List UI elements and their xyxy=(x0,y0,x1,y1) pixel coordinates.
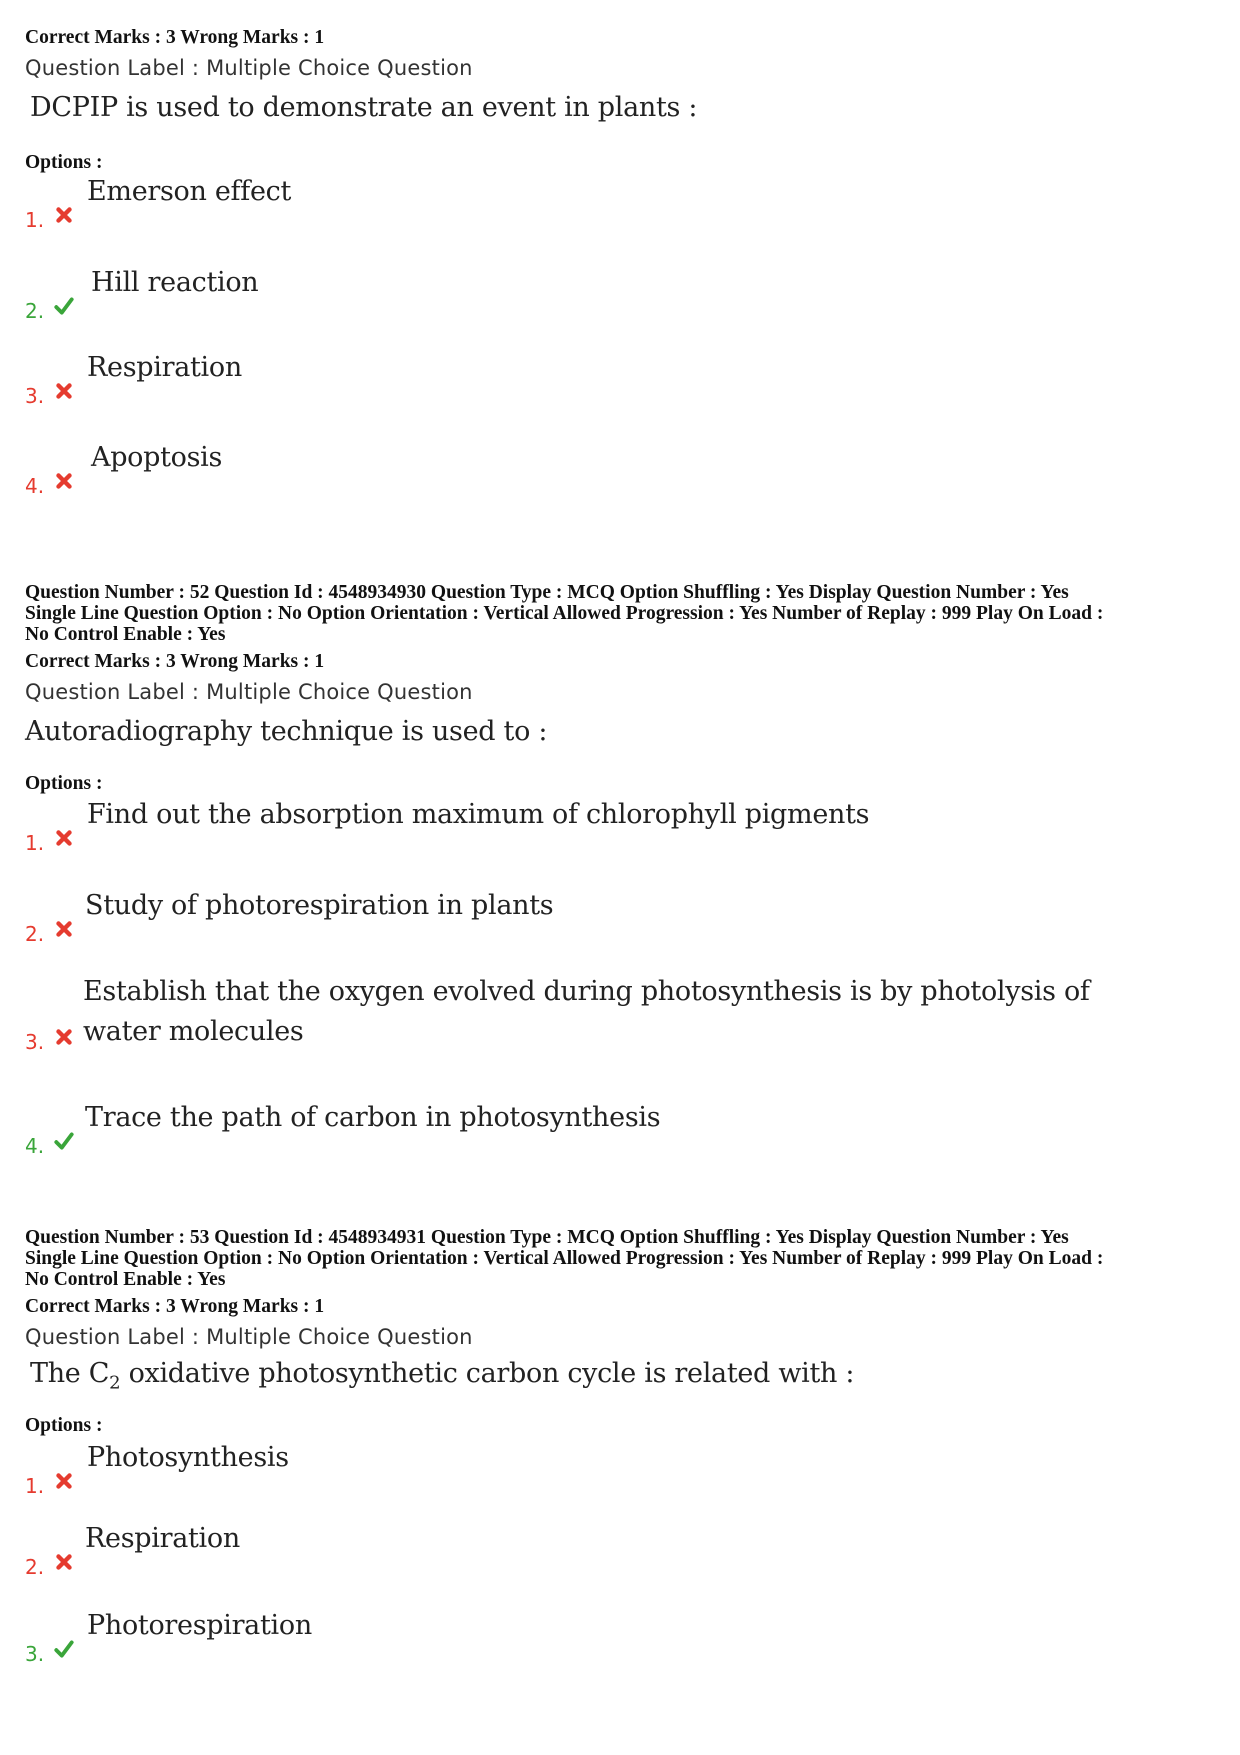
option-text: Hill reaction xyxy=(91,267,259,298)
q51-option-4 xyxy=(25,438,1220,498)
cross-icon xyxy=(53,204,75,226)
q51-question-label: Question Label : Multiple Choice Question xyxy=(25,56,473,80)
option-number: 4. xyxy=(25,1134,45,1158)
question-text-subscript: 2 xyxy=(109,1372,121,1394)
q52-question-text: Autoradiography technique is used to : xyxy=(25,716,548,747)
q52-option-3 xyxy=(25,972,1220,1054)
meta-line: Question Number : 52 Question Id : 4548934930 Question Type : MCQ Option Shuffling : Yes Display Question Number : Yes xyxy=(25,582,1069,603)
check-icon xyxy=(53,295,75,317)
option-text: Respiration xyxy=(87,352,242,383)
q52-meta xyxy=(25,582,1220,645)
q53-meta xyxy=(25,1227,1220,1290)
check-icon xyxy=(53,1638,75,1660)
option-text: Photorespiration xyxy=(87,1610,312,1641)
option-text-line: Establish that the oxygen evolved during photosynthesis is by photolysis of xyxy=(83,976,1090,1007)
option-text-line: water molecules xyxy=(83,1016,304,1047)
cross-icon xyxy=(53,827,75,849)
cross-icon xyxy=(53,1551,75,1573)
meta-line: No Control Enable : Yes xyxy=(25,1269,226,1290)
meta-line: Question Number : 53 Question Id : 4548934931 Question Type : MCQ Option Shuffling : Yes Display Question Number : Yes xyxy=(25,1227,1069,1248)
q52-options-heading: Options : xyxy=(25,773,103,794)
check-icon xyxy=(53,1130,75,1152)
q51-options-heading: Options : xyxy=(25,152,103,173)
q52-option-2 xyxy=(25,886,1220,946)
option-number: 3. xyxy=(25,384,45,408)
q53-question-text xyxy=(30,1358,1225,1393)
meta-line: No Control Enable : Yes xyxy=(25,624,226,645)
option-number: 2. xyxy=(25,922,45,946)
meta-line: Single Line Question Option : No Option Orientation : Vertical Allowed Progression : Yes Number of Replay : 999 Play On Load : xyxy=(25,1248,1104,1269)
cross-icon xyxy=(53,1470,75,1492)
q52-option-1 xyxy=(25,795,1220,855)
option-number: 3. xyxy=(25,1030,45,1054)
q52-option-4 xyxy=(25,1098,1220,1158)
option-text: Emerson effect xyxy=(87,176,291,207)
q52-marks: Correct Marks : 3 Wrong Marks : 1 xyxy=(25,651,325,672)
option-text xyxy=(83,972,1090,1052)
cross-icon xyxy=(53,918,75,940)
q53-option-1 xyxy=(25,1438,1220,1498)
q51-marks: Correct Marks : 3 Wrong Marks : 1 xyxy=(25,27,325,48)
option-number: 1. xyxy=(25,208,45,232)
q51-option-1 xyxy=(25,172,1220,232)
option-text: Find out the absorption maximum of chlorophyll pigments xyxy=(87,799,870,830)
option-text: Study of photorespiration in plants xyxy=(85,890,554,921)
q53-marks: Correct Marks : 3 Wrong Marks : 1 xyxy=(25,1296,325,1317)
cross-icon xyxy=(53,1026,75,1048)
option-text: Apoptosis xyxy=(91,442,223,473)
q53-option-2 xyxy=(25,1519,1220,1579)
cross-icon xyxy=(53,380,75,402)
q51-question-text: DCPIP is used to demonstrate an event in plants : xyxy=(30,92,698,123)
q51-option-2 xyxy=(25,263,1220,323)
option-number: 2. xyxy=(25,1555,45,1579)
option-number: 1. xyxy=(25,1474,45,1498)
option-number: 1. xyxy=(25,831,45,855)
option-number: 2. xyxy=(25,299,45,323)
q51-option-3 xyxy=(25,348,1220,408)
option-text: Respiration xyxy=(85,1523,240,1554)
question-text-part: oxidative photosynthetic carbon cycle is related with : xyxy=(120,1358,855,1389)
q53-options-heading: Options : xyxy=(25,1415,103,1436)
option-text: Trace the path of carbon in photosynthesis xyxy=(85,1102,661,1133)
option-text: Photosynthesis xyxy=(87,1442,289,1473)
meta-line: Single Line Question Option : No Option Orientation : Vertical Allowed Progression : Yes Number of Replay : 999 Play On Load : xyxy=(25,603,1104,624)
option-number: 4. xyxy=(25,474,45,498)
question-text-part: The C xyxy=(30,1358,110,1389)
q53-question-label: Question Label : Multiple Choice Question xyxy=(25,1325,473,1349)
option-number: 3. xyxy=(25,1642,45,1666)
q53-option-3 xyxy=(25,1606,1220,1666)
q52-question-label: Question Label : Multiple Choice Question xyxy=(25,680,473,704)
cross-icon xyxy=(53,470,75,492)
